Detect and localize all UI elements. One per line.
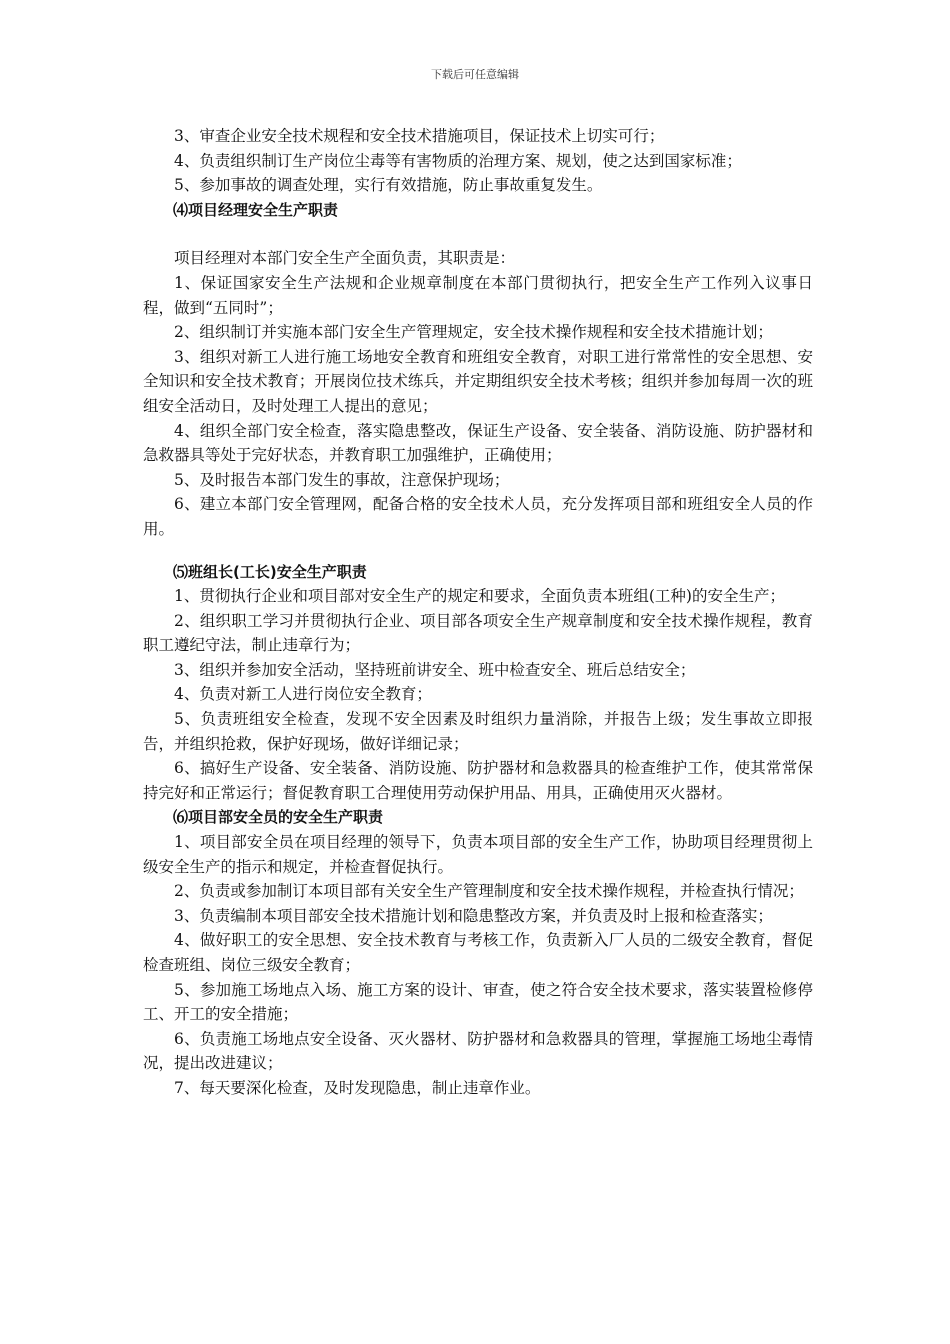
paragraph: 2、负责或参加制订本项目部有关安全生产管理制度和安全技术操作规程，并检查执行情况；	[174, 882, 804, 901]
paragraph: 1、项目部安全员在项目经理的领导下，负责本项目部的安全生产工作，协助项目经理贯彻上级安全生产的指示和规定，并检查督促执行。	[143, 833, 813, 876]
paragraph: 1、保证国家安全生产法规和企业规章制度在本部门贯彻执行，把安全生产工作列入议事日程，做到“五同时”；	[143, 273, 813, 317]
paragraph: 5、及时报告本部门发生的事故，注意保护现场；	[174, 470, 510, 489]
paragraph: 3、负责编制本项目部安全技术措施计划和隐患整改方案，并负责及时上报和检查落实；	[174, 906, 773, 925]
paragraph: 项目经理对本部门安全生产全面负责，其职责是：	[174, 249, 516, 268]
paragraph: 5、参加施工场地点入场、施工方案的设计、审查，使之符合安全技术要求，落实装置检修停工、开工的安全措施；	[143, 980, 813, 1024]
section-heading: ⑷项目经理安全生产职责	[173, 200, 339, 219]
paragraph: 3、组织对新工人进行施工场地安全教育和班组安全教育，对职工进行常常性的安全思想、安全知识和安全技术教育；开展岗位技术练兵，并定期组织安全技术考核；组织并参加每周一次的班组安全活动日，及时处理工人提出的意见；	[143, 347, 813, 415]
spacer	[143, 222, 813, 246]
paragraph: 4、负责组织制订生产岗位尘毒等有害物质的治理方案、规划，使之达到国家标准；	[174, 151, 742, 170]
paragraph: 5、参加事故的调查处理，实行有效措施，防止事故重复发生。	[174, 176, 603, 195]
paragraph: 3、审查企业安全技术规程和安全技术措施项目，保证技术上切实可行；	[174, 127, 665, 145]
paragraph: 6、负责施工场地点安全设备、灭火器材、防护器材和急救器具的管理，掌握施工场地尘毒情况，提出改进建议；	[143, 1029, 813, 1073]
paragraph: 4、做好职工的安全思想、安全技术教育与考核工作，负责新入厂人员的二级安全教育，督促检查班组、岗位三级安全教育；	[143, 931, 813, 974]
paragraph: 3、组织并参加安全活动，坚持班前讲安全、班中检查安全、班后总结安全；	[174, 660, 696, 679]
paragraph: 4、组织全部门安全检查，落实隐患整改，保证生产设备、安全装备、消防设施、防护器材和急救器具等处于完好状态，并教育职工加强维护，正确使用；	[143, 421, 813, 465]
paragraph: 7、每天要深化检查，及时发现隐患，制止违章作业。	[174, 1078, 541, 1097]
paragraph: 1、贯彻执行企业和项目部对安全生产的规定和要求，全面负责本班组(工种)的安全生产；	[174, 587, 785, 606]
paragraph: 5、负责班组安全检查，发现不安全因素及时组织力量消除，并报告上级；发生事故立即报告，并组织抢救，保护好现场，做好详细记录；	[143, 710, 813, 753]
page-header: 下载后可任意编辑	[431, 68, 519, 81]
paragraph: 6、建立本部门安全管理网，配备合格的安全技术人员，充分发挥项目部和班组安全人员的作用。	[143, 495, 813, 538]
paragraph: 2、组织制订并实施本部门安全生产管理规定，安全技术操作规程和安全技术措施计划；	[174, 323, 773, 342]
section-heading: ⑸班组长(工长)安全生产职责	[173, 562, 367, 581]
spacer	[143, 542, 813, 560]
document-body	[143, 124, 813, 1101]
paragraph: 6、搞好生产设备、安全装备、消防设施、防护器材和急救器具的检查维护工作，使其常常保持完好和正常运行；督促教育职工合理使用劳动保护用品、用具，正确使用灭火器材。	[143, 759, 813, 802]
paragraph: 2、组织职工学习并贯彻执行企业、项目部各项安全生产规章制度和安全技术操作规程，教育职工遵纪守法，制止违章行为；	[143, 611, 813, 655]
section-heading: ⑹项目部安全员的安全生产职责	[173, 808, 384, 827]
paragraph: 4、负责对新工人进行岗位安全教育；	[174, 685, 432, 704]
